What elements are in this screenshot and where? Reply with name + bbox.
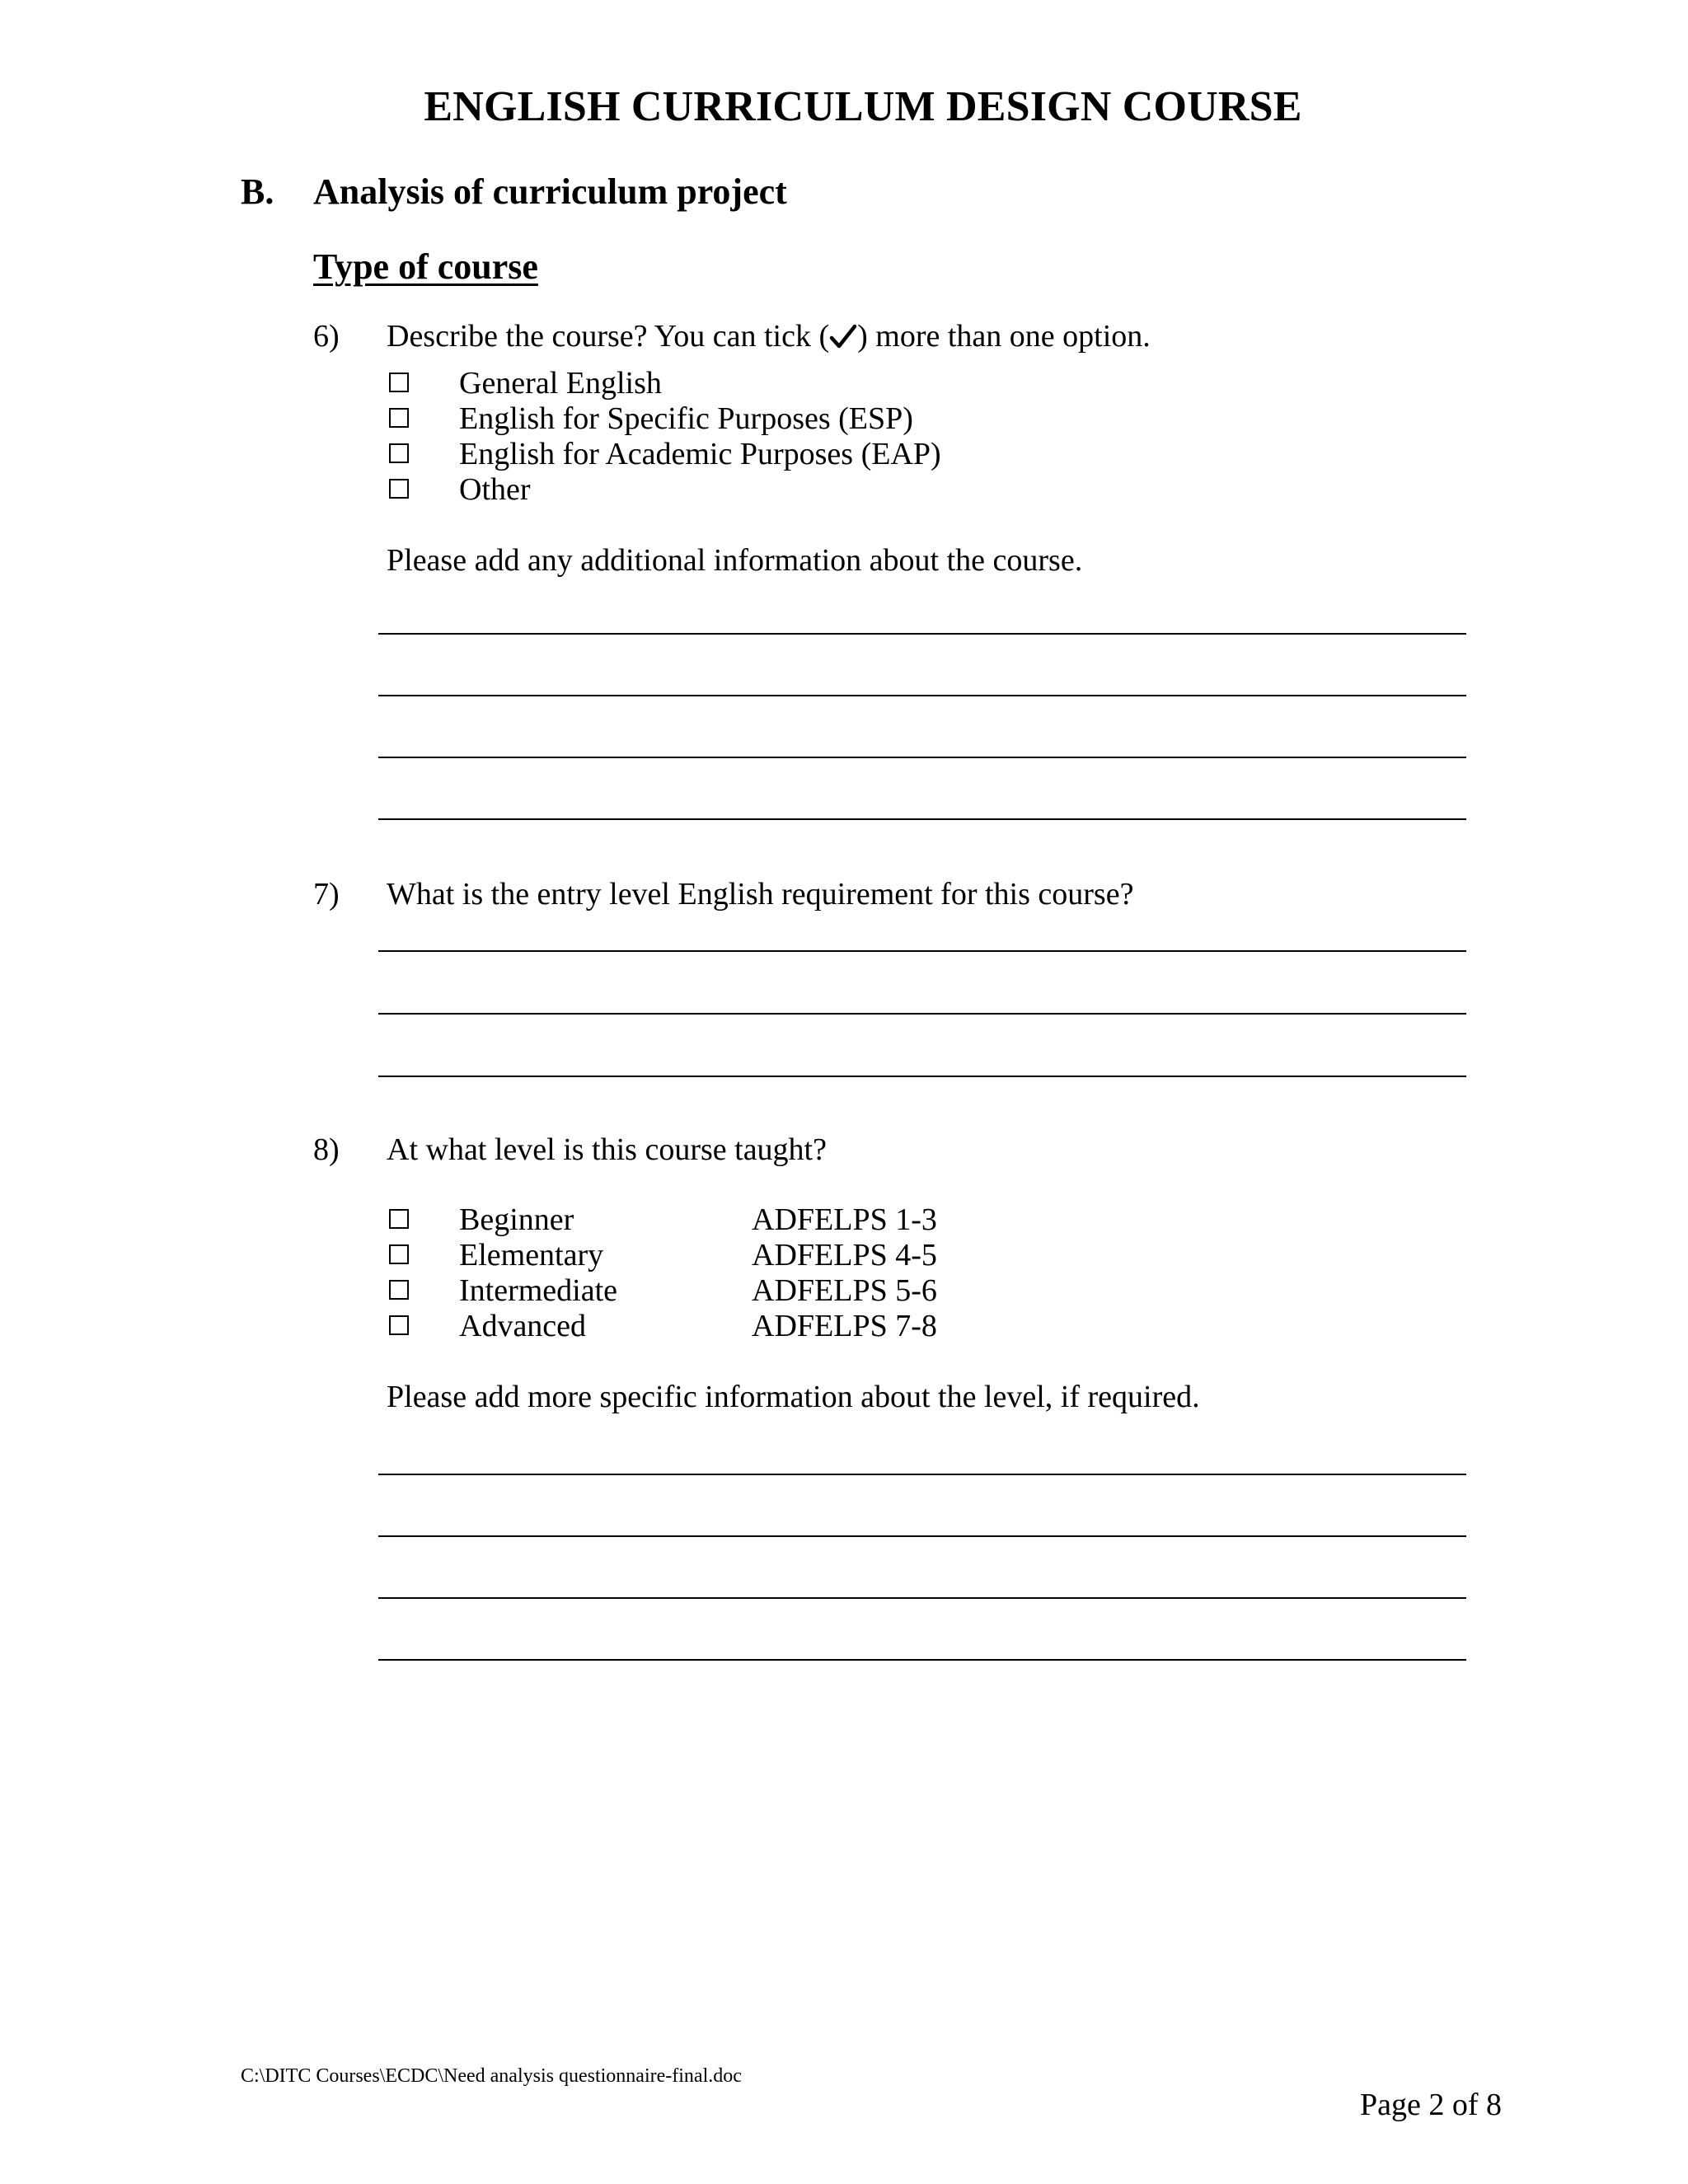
checkbox-other[interactable] [389, 479, 409, 499]
level-code: ADFELPS 1-3 [752, 1202, 937, 1237]
checkbox-esp[interactable] [389, 408, 409, 428]
question-8-text: At what level is this course taught? [387, 1132, 827, 1167]
checkbox-beginner[interactable] [389, 1209, 409, 1229]
level-code: ADFELPS 4-5 [752, 1238, 937, 1272]
answer-line[interactable] [378, 1013, 1466, 1015]
question-6-text-before: Describe the course? You can tick ( [387, 319, 830, 354]
question-8-number: 8) [313, 1132, 340, 1167]
answer-line[interactable] [378, 757, 1466, 758]
question-7-text: What is the entry level English requirement for this course? [387, 877, 1134, 912]
level-label: Intermediate [459, 1273, 618, 1308]
subsection-title: Type of course [313, 246, 538, 287]
checkmark-icon [829, 323, 857, 359]
footer-file-path: C:\DITC Courses\ECDC\Need analysis questionnaire-final.doc [241, 2065, 742, 2087]
answer-line[interactable] [378, 633, 1466, 635]
question-6-number: 6) [313, 319, 340, 354]
question-6-text [387, 318, 1151, 359]
answer-line[interactable] [378, 1076, 1466, 1077]
answer-line[interactable] [378, 950, 1466, 952]
answer-line[interactable] [378, 1597, 1466, 1599]
answer-line[interactable] [378, 1474, 1466, 1475]
level-label: Beginner [459, 1202, 574, 1237]
option-label: English for Academic Purposes (EAP) [459, 437, 941, 471]
level-label: Elementary [459, 1238, 604, 1272]
level-code: ADFELPS 7-8 [752, 1309, 937, 1343]
level-code: ADFELPS 5-6 [752, 1273, 937, 1308]
question-7-number: 7) [313, 877, 340, 912]
checkbox-elementary[interactable] [389, 1244, 409, 1264]
section-letter: B. [241, 171, 274, 212]
section-title: Analysis of curriculum project [313, 171, 787, 212]
option-label: Other [459, 472, 531, 507]
page-number: Page 2 of 8 [1360, 2088, 1503, 2122]
document-title: ENGLISH CURRICULUM DESIGN COURSE [424, 83, 1302, 130]
level-label: Advanced [459, 1309, 587, 1343]
answer-line[interactable] [378, 818, 1466, 820]
option-label: General English [459, 366, 662, 401]
answer-line[interactable] [378, 1535, 1466, 1537]
checkbox-general-english[interactable] [389, 373, 409, 392]
option-label: English for Specific Purposes (ESP) [459, 401, 913, 436]
checkbox-advanced[interactable] [389, 1315, 409, 1335]
answer-line[interactable] [378, 695, 1466, 696]
question-8-additional-prompt: Please add more specific information about the level, if required. [387, 1380, 1200, 1414]
question-6-text-after: ) more than one option. [857, 319, 1151, 354]
checkbox-intermediate[interactable] [389, 1280, 409, 1300]
answer-line[interactable] [378, 1659, 1466, 1661]
checkbox-eap[interactable] [389, 443, 409, 463]
question-6-additional-prompt: Please add any additional information about the course. [387, 543, 1083, 578]
